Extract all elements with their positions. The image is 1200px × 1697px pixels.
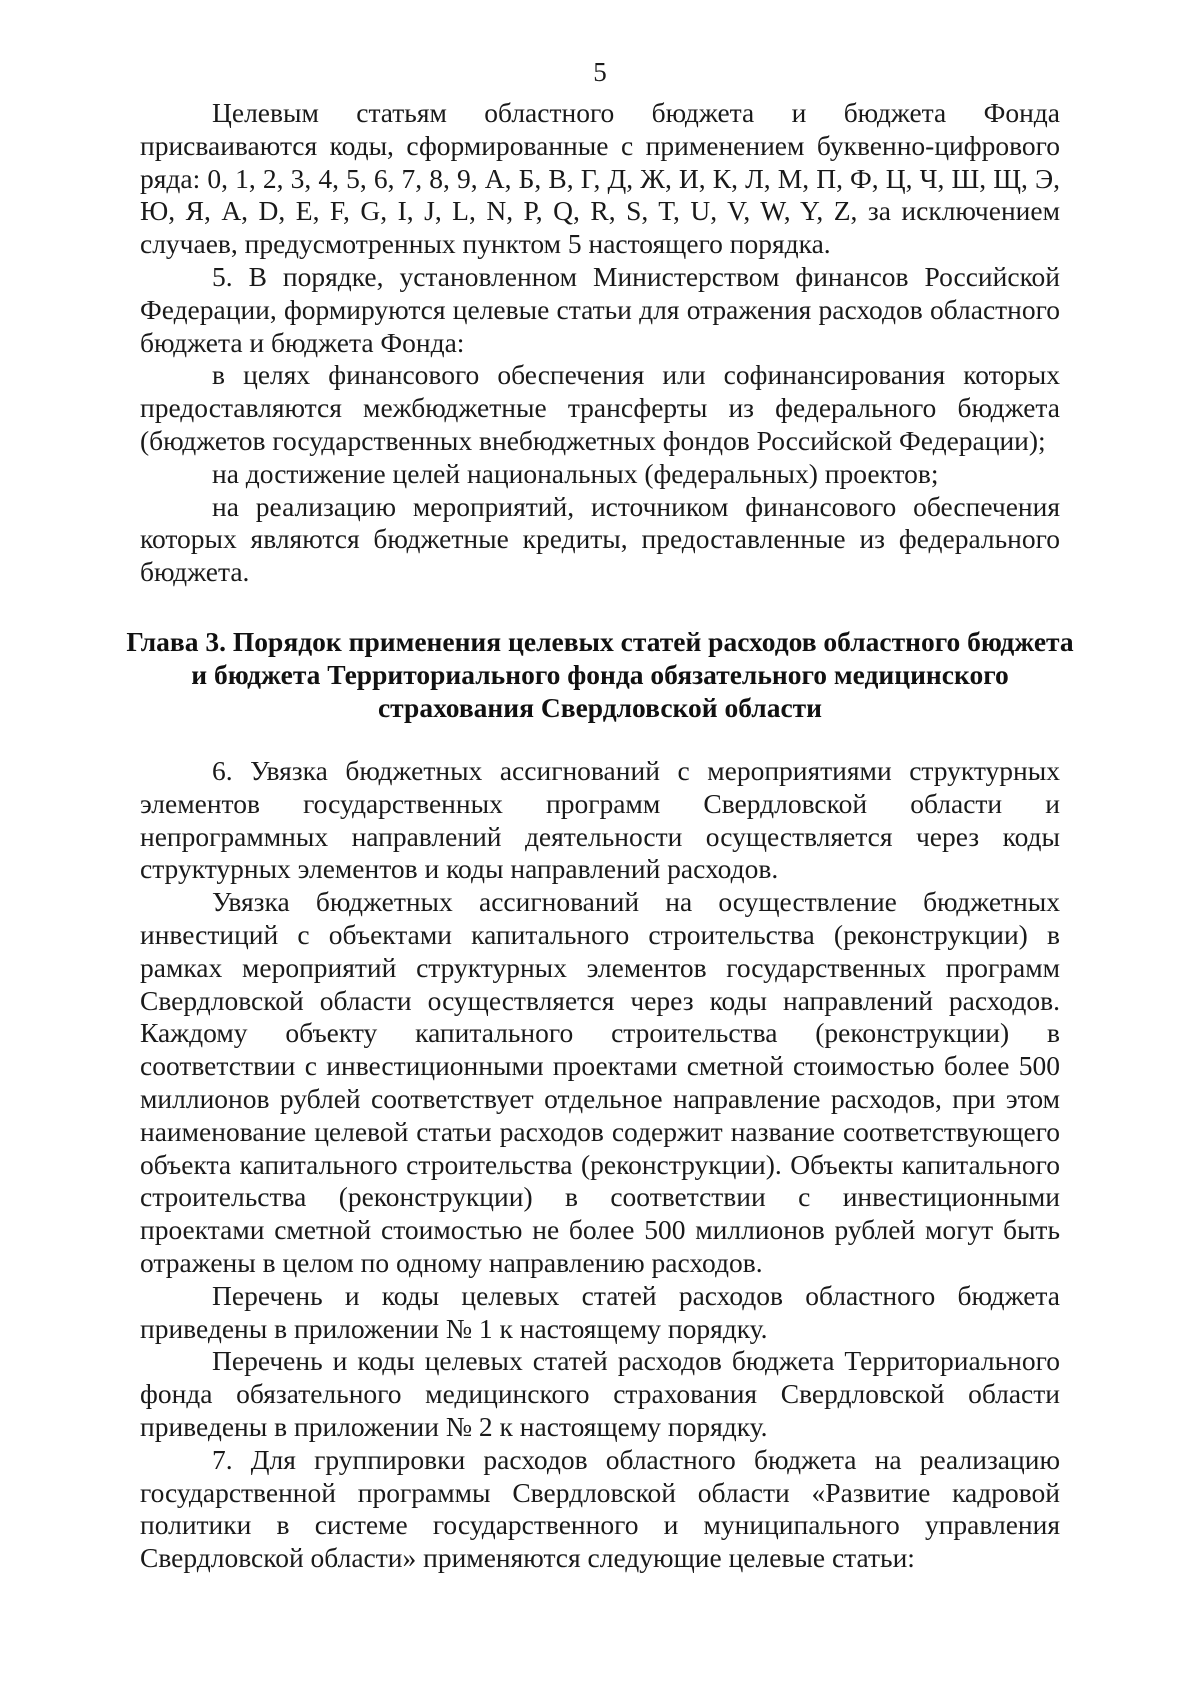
chapter-heading-line: Глава 3. Порядок применения целевых статей расходов областного бюджета <box>126 626 1074 657</box>
paragraph-capital-construction: Увязка бюджетных ассигнований на осуществление бюджетных инвестиций с объектами капитального строительства (реконструкции) в рамках мероприятий структурных элементов государственных программ Свердловской области осуществляется через коды направлений расходов. Каждому объекту капитального строительства (реконструкции) в соответствии с инвестиционными проектами сметной стоимостью более 500 миллионов рублей соответствует отдельное направление расходов, при этом наименование целевой статьи расходов содержит название соответствующего объекта капитального строительства (реконструкции). Объекты капитального строительства (реконструкции) в соответствии с инвестиционными проектами сметной стоимостью не более 500 миллионов рублей могут быть отражены в целом по одному направлению расходов. <box>140 886 1060 1278</box>
paragraph-item-5-budget-credits: на реализацию мероприятий, источником финансового обеспечения которых являются бюджетные кредиты, предоставленные из федерального бюджета. <box>140 490 1060 588</box>
paragraph-item-5: 5. В порядке, установленном Министерством финансов Российской Федерации, формируются целевые статьи для отражения расходов областного бюджета и бюджета Фонда: <box>140 260 1060 358</box>
chapter-3-heading <box>120 625 1080 724</box>
paragraphs-after-chapter <box>140 755 1060 1575</box>
paragraph-item-7: 7. Для группировки расходов областного бюджета на реализацию государственной программы Свердловской области «Развитие кадровой политики в системе государственного и муниципального управления Свердловской области» применяются следующие целевые статьи: <box>140 1443 1060 1574</box>
page-number: 5 <box>593 57 607 87</box>
paragraph-item-5-interbudget-transfers: в целях финансового обеспечения или софинансирования которых предоставляются межбюджетные трансферты из федерального бюджета (бюджетов государственных внебюджетных фондов Российской Федерации); <box>140 359 1060 456</box>
chapter-heading-line: страхования Свердловской области <box>377 692 823 723</box>
paragraphs-before-chapter <box>140 97 1060 589</box>
chapter-heading-line: и бюджета Территориального фонда обязательного медицинского <box>191 659 1009 690</box>
paragraph-codes-series: Целевым статьям областного бюджета и бюджета Фонда присваиваются коды, сформированные с применением буквенно-цифрового ряда: 0, 1, 2, 3, 4, 5, 6, 7, 8, 9, А, Б, В, Г, Д, Ж, И, К, Л, М, П, Ф, Ц, Ч, Ш, Щ, Э, Ю, Я, A, D, E, F, G, I, J, L, N, P, Q, R, S, T, U, V, W, Y, Z, за исключением случаев, предусмотренных пунктом 5 настоящего порядка. <box>140 97 1060 260</box>
paragraph-item-5-national-projects: на достижение целей национальных (федеральных) проектов; <box>212 457 939 489</box>
paragraph-appendix-2: Перечень и коды целевых статей расходов бюджета Территориального фонда обязательного медицинского страхования Свердловской области приведены в приложении № 2 к настоящему порядку. <box>140 1345 1060 1442</box>
paragraph-appendix-1: Перечень и коды целевых статей расходов областного бюджета приведены в приложении № 1 к настоящему порядку. <box>140 1279 1060 1344</box>
paragraph-item-6: 6. Увязка бюджетных ассигнований с мероприятиями структурных элементов государственных программ Свердловской области и непрограммных направлений деятельности осуществляется через коды структурных элементов и коды направлений расходов. <box>140 755 1060 885</box>
